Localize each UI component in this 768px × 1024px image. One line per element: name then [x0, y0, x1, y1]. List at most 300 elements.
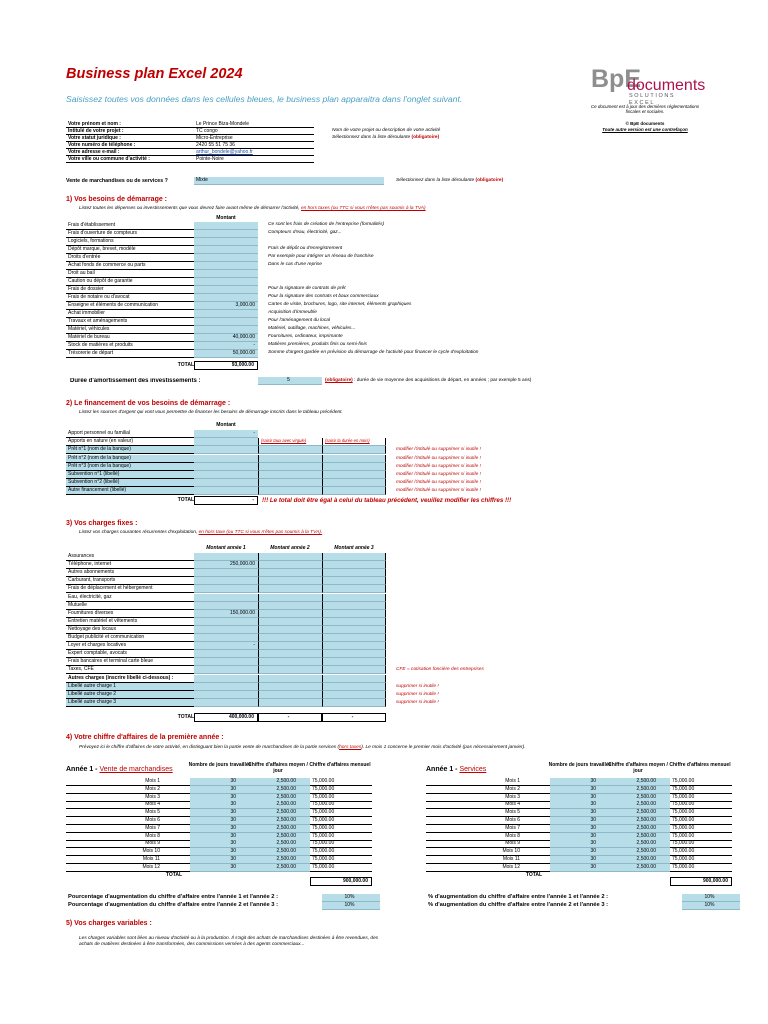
s4-left-perday-2[interactable]: 2,500.00	[250, 794, 310, 802]
section-3-intro: Listez vos charges courantes récurrentes d'exploitation, en hors taxe (ou TTC si vous n'êtes pas soumis à la TVA).	[79, 530, 323, 535]
s4-left-col-0: Nombre de jours travaillés	[188, 762, 252, 768]
s2-row-amount-5[interactable]	[194, 471, 258, 479]
s1-row-amount-1[interactable]	[194, 230, 258, 238]
s4-right-month-0: Mois 1	[426, 778, 550, 786]
section-1-title: 1) Vos besoins de démarrage :	[66, 196, 168, 203]
s4-right-monthly-2: 75,000.00	[670, 794, 732, 802]
s4-right-perday-11[interactable]: 2,500.00	[610, 864, 670, 872]
s4-right-monthly-6: 75,000.00	[670, 825, 732, 833]
s4-right-month-1: Mois 2	[426, 786, 550, 794]
s1-row-amount-0[interactable]	[194, 222, 258, 230]
identity-label-5: Votre ville ou commune d'activité :	[66, 156, 194, 163]
s4-left-col-2: Chiffre d'affaires mensuel	[309, 762, 371, 768]
s1-row-label-14: Matériel de bureau	[66, 334, 194, 342]
page-subtitle: Saisissez toutes vos données dans les cellules bleues, le business plan apparaitra dans l'onglet suivant.	[66, 94, 463, 104]
s4-left-days-3[interactable]: 30	[190, 801, 250, 809]
s3-row-year2-4[interactable]	[258, 585, 322, 593]
s1-row-amount-11[interactable]	[194, 310, 258, 318]
s4-right-monthly-3: 75,000.00	[670, 801, 732, 809]
identity-note-text: Nom de votre projet ou description de votre activité	[332, 128, 441, 133]
identity-label-2: Votre statut juridique :	[66, 135, 194, 142]
s3-row-year2-13[interactable]	[258, 658, 322, 666]
s4-right-month-6: Mois 7	[426, 825, 550, 833]
s4-left-days-10[interactable]: 30	[190, 856, 250, 864]
logo-solutions: SOLUTIONS EXCEL	[629, 93, 676, 106]
s2-row-label-1: Apports en nature (en valeur)	[66, 438, 194, 446]
s3-row-year2-6[interactable]	[258, 602, 322, 610]
s4-left-perday-8[interactable]: 2,500.00	[250, 840, 310, 848]
s3-row-year1-8[interactable]	[194, 618, 258, 626]
s4-left-pct-value-1[interactable]: 10%	[322, 902, 380, 910]
s4-right-monthly-0: 75,000.00	[670, 778, 732, 786]
s3-row-year3-13[interactable]	[322, 658, 386, 666]
s3-row-year3-9[interactable]	[322, 626, 386, 634]
s3-row-year2-1[interactable]	[258, 561, 322, 569]
s1-row-amount-6[interactable]	[194, 270, 258, 278]
s3-row-note-14: CFE = cotisation foncière des entreprises	[396, 667, 484, 673]
s4-right-days-3[interactable]: 30	[550, 801, 610, 809]
s3-row-year1-6[interactable]	[194, 602, 258, 610]
s1-row-note-14: Fournitures, ordinateur, imprimante	[268, 334, 343, 339]
s3-row-year3-14[interactable]	[322, 666, 386, 674]
s3-row-year1-10[interactable]	[194, 634, 258, 642]
s4-left-perday-6[interactable]: 2,500.00	[250, 825, 310, 833]
s3-total-label: TOTAL	[177, 714, 194, 720]
s2-row-duration-2[interactable]	[322, 446, 386, 454]
s1-row-label-12: Travaux et aménagements	[66, 318, 194, 326]
s4-left-monthly-5: 75,000.00	[310, 817, 372, 825]
s3-row-year3-3[interactable]	[322, 577, 386, 585]
s3-row-year3-16[interactable]	[322, 683, 386, 691]
s2-row-note-3: modifier l'intitulé ou supprimer si inutile !	[396, 455, 481, 461]
s4-left-days-5[interactable]: 30	[190, 817, 250, 825]
s4-right-pct-label-0: % d'augmentation du chiffre d'affaire entre l'année 1 et l'année 2 :	[428, 894, 609, 900]
s4-left-days-11[interactable]: 30	[190, 864, 250, 872]
s4-left-perday-11[interactable]: 2,500.00	[250, 864, 310, 872]
s4-left-days-2[interactable]: 30	[190, 794, 250, 802]
s1-row-note-11: Acquisition d'immeuble	[268, 310, 317, 315]
s4-right-days-2[interactable]: 30	[550, 794, 610, 802]
section-2-title: 2) Le financement de vos besoins de démarrage :	[66, 400, 231, 407]
s1-row-label-13: Matériel, véhicules	[66, 326, 194, 334]
s3-row-year1-4[interactable]	[194, 585, 258, 593]
s4-right-days-0[interactable]: 30	[550, 778, 610, 786]
s4-right-monthly-8: 75,000.00	[670, 840, 732, 848]
s4-left-monthly-3: 75,000.00	[310, 801, 372, 809]
sales-type-label: Vente de marchandises ou de services ?	[66, 178, 168, 184]
s3-row-year1-18[interactable]	[194, 699, 258, 707]
s2-row-amount-4[interactable]	[194, 463, 258, 471]
s3-row-year1-13[interactable]	[194, 658, 258, 666]
s2-row-label-3[interactable]: Prêt n°2 (nom de la banque)	[66, 455, 194, 463]
s3-row-label-2: Autres abonnements	[66, 569, 194, 577]
s4-right-monthly-5: 75,000.00	[670, 817, 732, 825]
s4-left-perday-0[interactable]: 2,500.00	[250, 778, 310, 786]
s3-row-year3-15[interactable]	[322, 675, 386, 683]
s3-row-year1-0[interactable]	[194, 553, 258, 561]
s1-row-note-13: Matériel, outillage, machines, véhicules...	[268, 326, 356, 331]
s4-left-perday-10[interactable]: 2,500.00	[250, 856, 310, 864]
s4-right-month-7: Mois 8	[426, 833, 550, 841]
logo-bp: BpE	[591, 65, 641, 93]
s3-row-label-1: Téléphone, internet	[66, 561, 194, 569]
s3-row-label-14: Taxes, CFE	[66, 666, 194, 674]
s3-row-label-12: Expert comptable, avocats	[66, 650, 194, 658]
s1-row-amount-2[interactable]	[194, 238, 258, 246]
s3-row-year2-10[interactable]	[258, 634, 322, 642]
s3-row-year3-17[interactable]	[322, 691, 386, 699]
s2-row-amount-1[interactable]	[194, 438, 258, 446]
s4-right-perday-5[interactable]: 2,500.00	[610, 817, 670, 825]
s4-left-total: 900,000.00	[310, 877, 372, 886]
s3-row-year2-5[interactable]	[258, 594, 322, 602]
s4-left-monthly-8: 75,000.00	[310, 840, 372, 848]
s4-right-perday-9[interactable]: 2,500.00	[610, 848, 670, 856]
s3-row-year1-15[interactable]	[194, 675, 258, 683]
notice-copyright: © BpE documents	[625, 121, 665, 126]
s1-row-note-5: Dans le cas d'une reprise	[268, 262, 322, 267]
s3-row-year3-11[interactable]	[322, 642, 386, 650]
s4-left-pct-value-0[interactable]: 10%	[322, 894, 380, 902]
s4-right-days-4[interactable]: 30	[550, 809, 610, 817]
s3-row-year2-14[interactable]	[258, 666, 322, 674]
s4-left-pct-label-1: Pourcentage d'augmentation du chiffre d'affaire entre l'année 2 et l'année 3 :	[68, 902, 279, 908]
s3-row-year3-0[interactable]	[322, 553, 386, 561]
amort-note: (obligatoire) : durée de vie moyenne des acquisitions de départ, en années ; par exemple 5 ans)	[325, 378, 532, 383]
section-2-intro: Listez les sources d'argent qui vont vous permettre de financer les besoins de démarrage inscrits dans le tableau précédent.	[79, 410, 343, 415]
s3-row-note-16: supprimer si inutile !	[396, 683, 439, 689]
s4-right-monthly-4: 75,000.00	[670, 809, 732, 817]
s4-right-month-11: Mois 12	[426, 864, 550, 872]
s3-row-label-3: Carburant, transports	[66, 577, 194, 585]
s4-right-monthly-10: 75,000.00	[670, 856, 732, 864]
s4-left-perday-1[interactable]: 2,500.00	[250, 786, 310, 794]
s4-left-pct-label-0: Pourcentage d'augmentation du chiffre d'affaire entre l'année 1 et l'année 2 :	[68, 894, 279, 900]
s1-col-header: Montant	[216, 215, 236, 221]
s3-row-label-7: Fournitures diverses	[66, 610, 194, 618]
s2-row-label-6[interactable]: Subvention n°2 (libellé)	[66, 479, 194, 487]
s4-left-perday-9[interactable]: 2,500.00	[250, 848, 310, 856]
s4-right-perday-3[interactable]: 2,500.00	[610, 801, 670, 809]
s2-row-rate-3[interactable]	[258, 455, 322, 463]
s4-left-days-9[interactable]: 30	[190, 848, 250, 856]
s4-right-pct-value-0[interactable]: 10%	[682, 894, 740, 902]
s2-row-label-2[interactable]: Prêt n°1 (nom de la banque)	[66, 446, 194, 454]
s2-row-rate-1[interactable]: (saisir taux avec virgule)	[258, 438, 322, 446]
s4-right-col-0: Nombre de jours travaillés	[548, 762, 612, 768]
s4-right-perday-6[interactable]: 2,500.00	[610, 825, 670, 833]
identity-field-2[interactable]: Micro-Entreprise	[194, 135, 314, 142]
s4-left-days-1[interactable]: 30	[190, 786, 250, 794]
s3-total-year3: -	[322, 713, 386, 722]
sales-type-note: Sélectionnez dans la liste déroulante (obligatoire)	[396, 178, 504, 183]
s4-right-days-5[interactable]: 30	[550, 817, 610, 825]
s1-row-label-9: Frais de notaire ou d'avocat	[66, 294, 194, 302]
s2-total-label: TOTAL	[177, 497, 194, 503]
s2-row-rate-4[interactable]	[258, 463, 322, 471]
logo-documents: documents	[627, 77, 706, 94]
s1-row-note-16: Somme d'argent gardée en prévision du démarrage de l'activité pour financer le cycle d'exploitation	[268, 350, 479, 355]
identity-label-4: Votre adresse e-mail :	[66, 149, 194, 156]
s4-left-monthly-1: 75,000.00	[310, 786, 372, 794]
s1-row-note-4: Par exemple pour intégrer un réseau de franchise	[268, 254, 374, 259]
s2-row-duration-7[interactable]	[322, 487, 386, 495]
s4-right-month-3: Mois 4	[426, 801, 550, 809]
s4-left-month-9: Mois 10	[66, 848, 190, 856]
s3-total-year2: -	[258, 713, 322, 722]
s3-row-year1-2[interactable]	[194, 569, 258, 577]
s4-left-month-8: Mois 9	[66, 840, 190, 848]
s3-row-year2-3[interactable]	[258, 577, 322, 585]
s4-right-month-10: Mois 11	[426, 856, 550, 864]
s2-row-label-7[interactable]: Autre financement (libellé)	[66, 487, 194, 495]
s2-warning: !!! Le total doit être égal à celui du tableau précédent, veuillez modifier les chiffres !!!	[262, 497, 512, 504]
s4-right-monthly-11: 75,000.00	[670, 864, 732, 872]
s3-row-year1-16[interactable]	[194, 683, 258, 691]
s3-row-label-0: Assurances	[66, 553, 194, 561]
s4-left-title: Année 1 - Vente de marchandises	[66, 766, 173, 773]
s1-row-amount-7[interactable]	[194, 278, 258, 286]
s3-col-year2: Montant année 2	[270, 545, 310, 551]
s3-row-label-4: Frais de déplacement et hébergement	[66, 585, 194, 593]
s2-col-header: Montant	[216, 422, 236, 428]
s3-row-label-9: Nettoyage des locaux	[66, 626, 194, 634]
s1-row-amount-14[interactable]: 40,000.00	[194, 334, 258, 342]
notice-counterfeit: Toute autre version est une contrefaçon	[602, 127, 688, 132]
s4-right-title: Année 1 - Services	[426, 766, 487, 773]
s3-row-year2-15[interactable]	[258, 675, 322, 683]
s1-row-amount-3[interactable]	[194, 246, 258, 254]
s2-row-amount-0[interactable]: -	[194, 430, 258, 438]
s1-row-amount-15[interactable]: -	[194, 342, 258, 350]
s1-row-label-2: Logiciels, formations	[66, 238, 194, 246]
s3-row-year3-18[interactable]	[322, 699, 386, 707]
s4-right-total-label: TOTAL	[525, 871, 543, 878]
s4-left-month-1: Mois 2	[66, 786, 190, 794]
s1-row-label-11: Achat immobilier	[66, 310, 194, 318]
s2-row-duration-3[interactable]	[322, 455, 386, 463]
s4-right-monthly-7: 75,000.00	[670, 833, 732, 841]
s3-row-year2-8[interactable]	[258, 618, 322, 626]
s3-row-year2-7[interactable]	[258, 610, 322, 618]
s1-row-label-7: Caution ou dépôt de garantie	[66, 278, 194, 286]
s3-row-year3-1[interactable]	[322, 561, 386, 569]
s3-row-label-11: Loyer et charges locatives	[66, 642, 194, 650]
s2-row-note-5: modifier l'intitulé ou supprimer si inutile !	[396, 472, 481, 477]
s3-row-label-17[interactable]: Libellé autre charge 2	[66, 691, 194, 699]
s1-row-amount-4[interactable]	[194, 254, 258, 262]
s4-left-month-6: Mois 7	[66, 825, 190, 833]
s2-row-label-4[interactable]: Prêt n°3 (nom de la banque)	[66, 463, 194, 471]
identity-field-5[interactable]: Pointe-Noire	[194, 156, 314, 163]
s3-row-year2-12[interactable]	[258, 650, 322, 658]
s3-row-year1-1[interactable]: 250,000.00	[194, 561, 258, 569]
s2-row-duration-1[interactable]: (saisir la durée en mois)	[322, 438, 386, 446]
s4-right-days-6[interactable]: 30	[550, 825, 610, 833]
s3-total-year1: 400,000.00	[194, 713, 258, 722]
s4-right-perday-10[interactable]: 2,500.00	[610, 856, 670, 864]
s3-row-year1-11[interactable]: -	[194, 642, 258, 650]
s4-right-perday-7[interactable]: 2,500.00	[610, 833, 670, 841]
s1-row-note-1: Compteurs d'eau, électricité, gaz...	[268, 230, 342, 235]
identity-field-0[interactable]: Le Prince Biza-Mondele	[194, 121, 314, 128]
s2-row-rate-5[interactable]	[258, 471, 322, 479]
s3-row-year3-12[interactable]	[322, 650, 386, 658]
s3-row-label-10: Budget publicité et communication	[66, 634, 194, 642]
s3-row-year2-11[interactable]	[258, 642, 322, 650]
identity-field-4[interactable]: arthur_bondele@yahoo.fr	[194, 149, 314, 156]
identity-required: (obligatoire)	[411, 135, 440, 140]
s1-row-amount-5[interactable]	[194, 262, 258, 270]
s3-row-year1-9[interactable]	[194, 626, 258, 634]
identity-label-3: Votre numéro de téléphone :	[66, 142, 194, 149]
s3-row-label-18[interactable]: Libellé autre charge 3	[66, 699, 194, 707]
s4-left-perday-4[interactable]: 2,500.00	[250, 809, 310, 817]
s2-row-amount-3[interactable]	[194, 455, 258, 463]
s1-row-amount-9[interactable]	[194, 294, 258, 302]
s2-row-note-7: modifier l'intitulé ou supprimer si inutile !	[396, 488, 481, 494]
identity-note-1	[332, 128, 440, 134]
s4-right-days-8[interactable]: 30	[550, 840, 610, 848]
s3-row-year1-17[interactable]	[194, 691, 258, 699]
section-4-title: 4) Votre chiffre d'affaires de la première année :	[66, 734, 224, 741]
section-3-title: 3) Vos charges fixes :	[66, 520, 138, 527]
s4-right-perday-8[interactable]: 2,500.00	[610, 840, 670, 848]
sales-type-select[interactable]: Mixte	[194, 177, 384, 185]
s4-right-days-10[interactable]: 30	[550, 856, 610, 864]
s4-right-days-9[interactable]: 30	[550, 848, 610, 856]
s2-total: -	[194, 496, 258, 505]
s4-right-total: 900,000.00	[670, 877, 732, 886]
s2-row-amount-7[interactable]	[194, 487, 258, 495]
s4-left-days-4[interactable]: 30	[190, 809, 250, 817]
identity-field-1[interactable]: TC congo	[194, 128, 314, 135]
s3-row-note-18: supprimer si inutile !	[396, 699, 439, 705]
s4-right-days-11[interactable]: 30	[550, 864, 610, 872]
s3-row-year3-4[interactable]	[322, 585, 386, 593]
s4-left-month-5: Mois 6	[66, 817, 190, 825]
s3-row-year3-5[interactable]	[322, 594, 386, 602]
page-title: Business plan Excel 2024	[66, 66, 243, 82]
s3-row-year2-2[interactable]	[258, 569, 322, 577]
s4-left-perday-3[interactable]: 2,500.00	[250, 801, 310, 809]
amort-input[interactable]: 5	[258, 377, 322, 385]
s3-row-year2-0[interactable]	[258, 553, 322, 561]
s3-col-year1: Montant année 1	[206, 545, 246, 551]
notice-update: Ce document est à jour des dernières réglementations fiscales et sociales.	[590, 104, 700, 115]
s3-row-label-8: Entretien matériel et vêtements	[66, 618, 194, 626]
s4-right-month-4: Mois 5	[426, 809, 550, 817]
s4-right-days-7[interactable]: 30	[550, 833, 610, 841]
s4-left-monthly-11: 75,000.00	[310, 864, 372, 872]
section-5-intro: Les charges variables sont liées au niveau d'activité ou à la production. Il s'agit des achats de marchandises destinées à être revendues, des achats de matières destinées à être transformées, des commissions versées à des agents commerciaux...	[79, 936, 379, 947]
s4-right-perday-0[interactable]: 2,500.00	[610, 778, 670, 786]
s1-row-note-0: Ce sont les frais de création de l'entreprise (formalités)	[268, 222, 385, 227]
s3-row-year3-10[interactable]	[322, 634, 386, 642]
identity-note-2	[332, 135, 439, 141]
s4-left-monthly-10: 75,000.00	[310, 856, 372, 864]
s1-row-note-8: Pour la signature de contrats de prêt	[268, 286, 346, 291]
s1-row-note-10: Cartes de visite, brochures, logo, site internet, éléments graphiques	[268, 302, 412, 307]
s1-row-label-4: Droits d'entrée	[66, 254, 194, 262]
s1-row-amount-13[interactable]	[194, 326, 258, 334]
s2-row-duration-4[interactable]	[322, 463, 386, 471]
s3-row-year2-9[interactable]	[258, 626, 322, 634]
s1-row-label-10: Enseigne et éléments de communication	[66, 302, 194, 310]
s4-right-month-9: Mois 10	[426, 848, 550, 856]
s4-left-days-6[interactable]: 30	[190, 825, 250, 833]
s1-row-note-12: Pour l'aménagement du local	[268, 318, 330, 323]
s3-row-label-6: Mutuelle	[66, 602, 194, 610]
s4-left-monthly-9: 75,000.00	[310, 848, 372, 856]
s4-left-total-label: TOTAL	[165, 871, 183, 878]
s1-row-amount-16[interactable]: 50,000.00	[194, 350, 258, 358]
s4-left-monthly-7: 75,000.00	[310, 833, 372, 841]
s1-total: 93,000.00	[194, 361, 258, 370]
s3-row-note-17: supprimer si inutile !	[396, 691, 439, 697]
s2-row-rate-2[interactable]	[258, 446, 322, 454]
s4-left-days-7[interactable]: 30	[190, 833, 250, 841]
s2-row-label-5[interactable]: Subvention n°1 (libellé)	[66, 471, 194, 479]
s3-row-year1-12[interactable]	[194, 650, 258, 658]
identity-field-3[interactable]: 2420 55 51 75 36	[194, 142, 314, 149]
identity-note-text: Sélectionnez dans la liste déroulante	[332, 135, 411, 140]
s3-row-year2-16[interactable]	[258, 683, 322, 691]
s3-row-year3-7[interactable]	[322, 610, 386, 618]
s3-row-year3-6[interactable]	[322, 602, 386, 610]
s4-left-perday-5[interactable]: 2,500.00	[250, 817, 310, 825]
s4-left-perday-7[interactable]: 2,500.00	[250, 833, 310, 841]
s4-left-days-0[interactable]: 30	[190, 778, 250, 786]
s3-row-year3-8[interactable]	[322, 618, 386, 626]
s3-row-year1-14[interactable]	[194, 666, 258, 674]
s1-row-label-6: Droit au bail	[66, 270, 194, 278]
s2-row-duration-5[interactable]	[322, 471, 386, 479]
s4-right-perday-4[interactable]: 2,500.00	[610, 809, 670, 817]
s2-row-amount-2[interactable]	[194, 446, 258, 454]
s3-row-year1-5[interactable]	[194, 594, 258, 602]
identity-label-0: Votre prénom et nom :	[66, 121, 194, 128]
s1-row-amount-12[interactable]	[194, 318, 258, 326]
s3-row-year2-18[interactable]	[258, 699, 322, 707]
s4-right-perday-1[interactable]: 2,500.00	[610, 786, 670, 794]
s1-total-label: TOTAL	[177, 362, 194, 368]
s4-left-days-8[interactable]: 30	[190, 840, 250, 848]
s1-row-label-8: Frais de dossier	[66, 286, 194, 294]
s4-right-perday-2[interactable]: 2,500.00	[610, 794, 670, 802]
s4-right-pct-value-1[interactable]: 10%	[682, 902, 740, 910]
s3-row-year3-2[interactable]	[322, 569, 386, 577]
s2-row-rate-6[interactable]	[258, 479, 322, 487]
s1-row-amount-8[interactable]	[194, 286, 258, 294]
s3-row-label-16[interactable]: Libellé autre charge 1	[66, 683, 194, 691]
s2-row-note-4: modifier l'intitulé ou supprimer si inutile !	[396, 463, 481, 469]
s4-left-month-10: Mois 11	[66, 856, 190, 864]
s2-row-duration-6[interactable]	[322, 479, 386, 487]
s3-row-label-13: Frais bancaires et terminal carte bleue	[66, 658, 194, 666]
s4-left-month-0: Mois 1	[66, 778, 190, 786]
s4-right-days-1[interactable]: 30	[550, 786, 610, 794]
s1-row-amount-10[interactable]: 3,000.00	[194, 302, 258, 310]
s3-row-year1-3[interactable]	[194, 577, 258, 585]
s4-right-monthly-9: 75,000.00	[670, 848, 732, 856]
s2-row-rate-7[interactable]	[258, 487, 322, 495]
s3-row-year1-7[interactable]: 150,000.00	[194, 610, 258, 618]
s3-row-year2-17[interactable]	[258, 691, 322, 699]
s2-row-amount-6[interactable]	[194, 479, 258, 487]
section-4-intro: Prévoyez ici le chiffre d'affaires de votre activité, en distinguant bien la partie vente de marchandises de la partie services (hors taxes). Le mois 1 concerne le premier mois d'activité (pas nécessairement janvier).	[79, 745, 526, 750]
amort-label: Durée d'amortissement des investissements :	[70, 378, 201, 384]
